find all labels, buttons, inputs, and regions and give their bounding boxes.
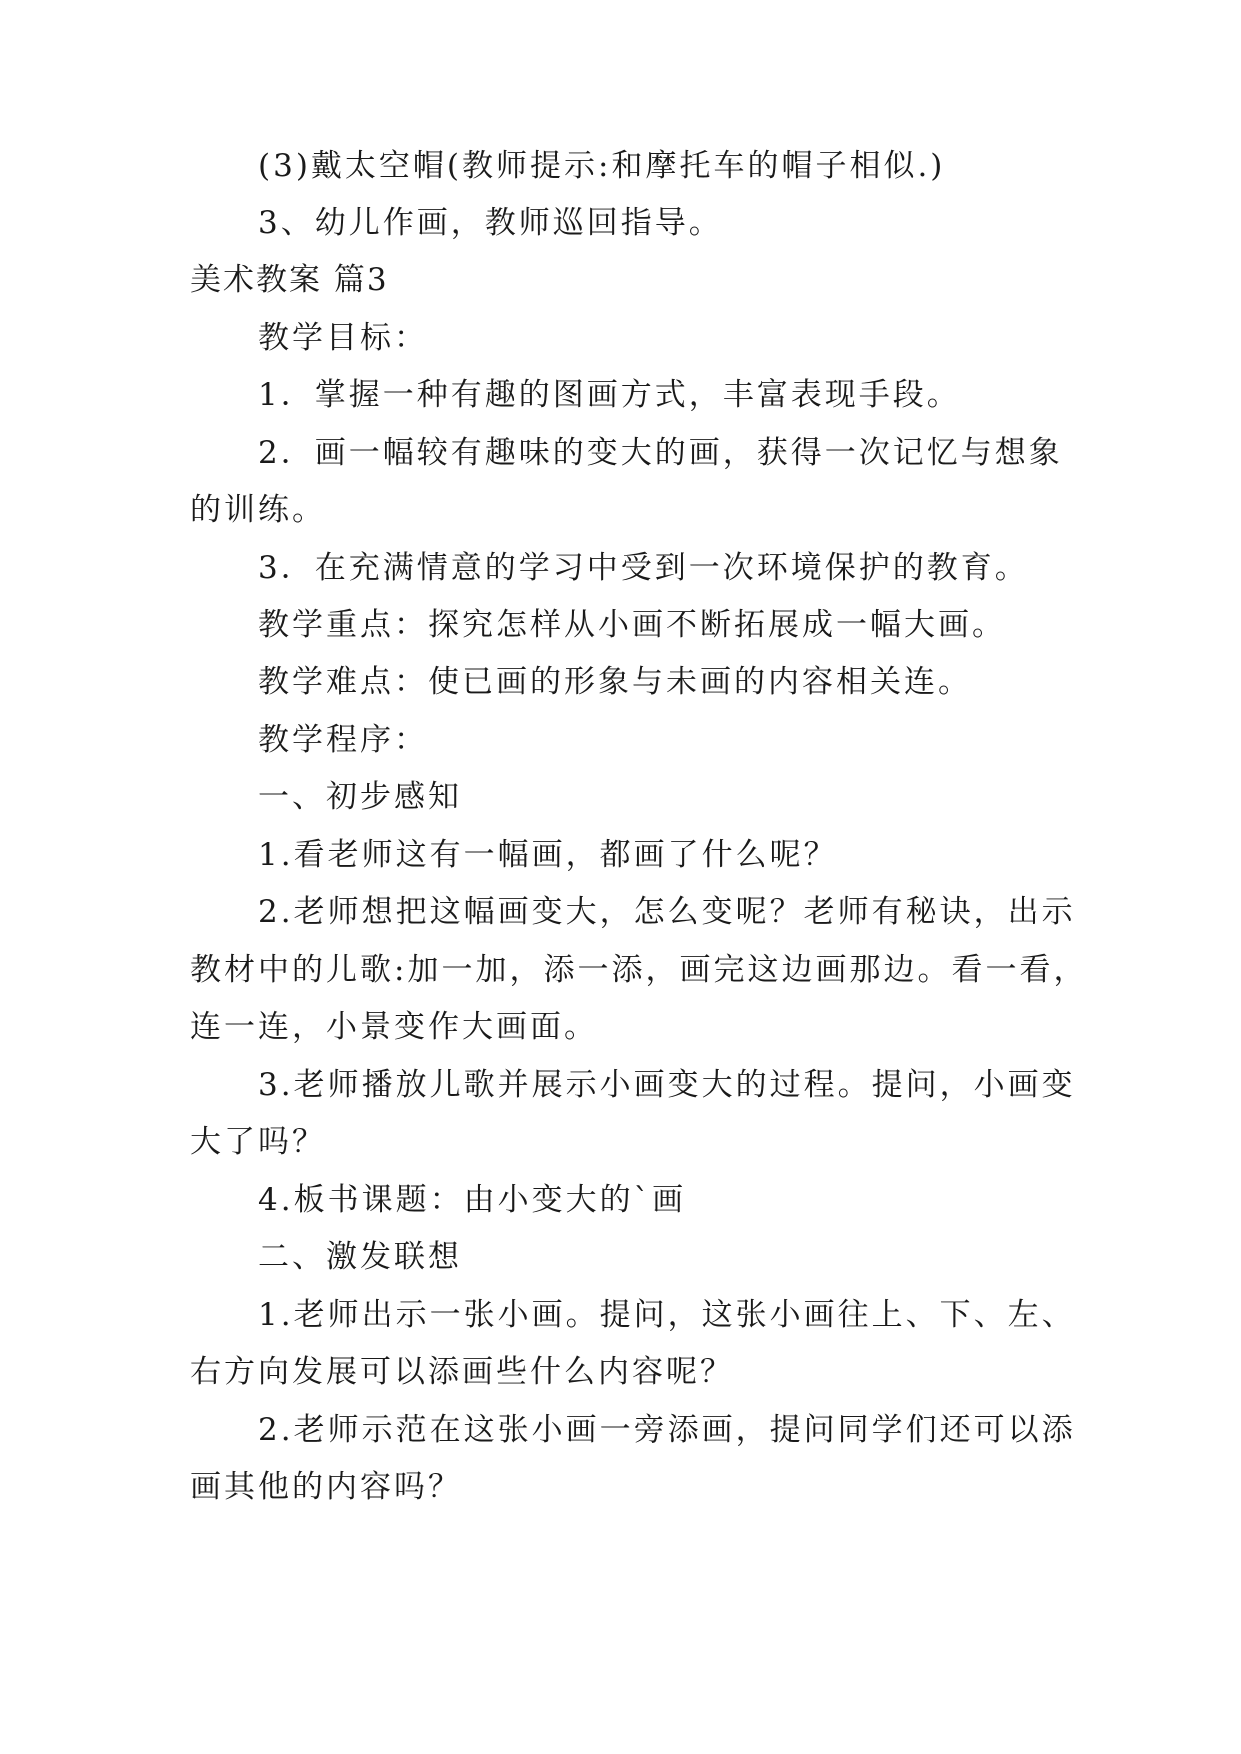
text-line: 4.板书课题：由小变大的`画 xyxy=(258,1182,687,1218)
text-line: 2.老师示范在这张小画一旁添画，提问同学们还可以添 xyxy=(258,1412,1076,1448)
text-line: 1.看老师这有一幅画，都画了什么呢？ xyxy=(258,837,838,873)
text-line: 教材中的儿歌:加一加，添一添，画完这边画那边。看一看， xyxy=(190,952,1088,988)
text-line: 大了吗？ xyxy=(190,1124,326,1160)
text-line: 3、幼儿作画，教师巡回指导。 xyxy=(258,205,723,241)
text-line: 右方向发展可以添画些什么内容呢？ xyxy=(190,1354,734,1390)
text-line: 的训练。 xyxy=(190,492,326,528)
text-line: 2.老师想把这幅画变大，怎么变呢？老师有秘诀，出示 xyxy=(258,894,1076,930)
text-line: 1．掌握一种有趣的图画方式，丰富表现手段。 xyxy=(258,377,961,413)
text-line: 1.老师出示一张小画。提问，这张小画往上、下、左、 xyxy=(258,1297,1076,1333)
text-line: 教学目标： xyxy=(258,320,428,356)
text-line: (3)戴太空帽(教师提示:和摩托车的帽子相似.) xyxy=(258,148,946,184)
text-line: 3.老师播放儿歌并展示小画变大的过程。提问，小画变 xyxy=(258,1067,1076,1103)
text-line: 2．画一幅较有趣味的变大的画，获得一次记忆与想象 xyxy=(258,435,1063,471)
text-line: 3．在充满情意的学习中受到一次环境保护的教育。 xyxy=(258,550,1029,586)
text-line: 画其他的内容吗？ xyxy=(190,1469,462,1505)
text-line: 教学程序： xyxy=(258,722,428,758)
section-heading: 一、初步感知 xyxy=(258,779,462,815)
section-heading: 二、激发联想 xyxy=(258,1239,462,1275)
text-line: 连一连，小景变作大画面。 xyxy=(190,1009,598,1045)
section-heading: 美术教案 篇3 xyxy=(190,262,389,298)
text-line: 教学重点：探究怎样从小画不断拓展成一幅大画。 xyxy=(258,607,1006,643)
text-line: 教学难点：使已画的形象与未画的内容相关连。 xyxy=(258,664,972,700)
